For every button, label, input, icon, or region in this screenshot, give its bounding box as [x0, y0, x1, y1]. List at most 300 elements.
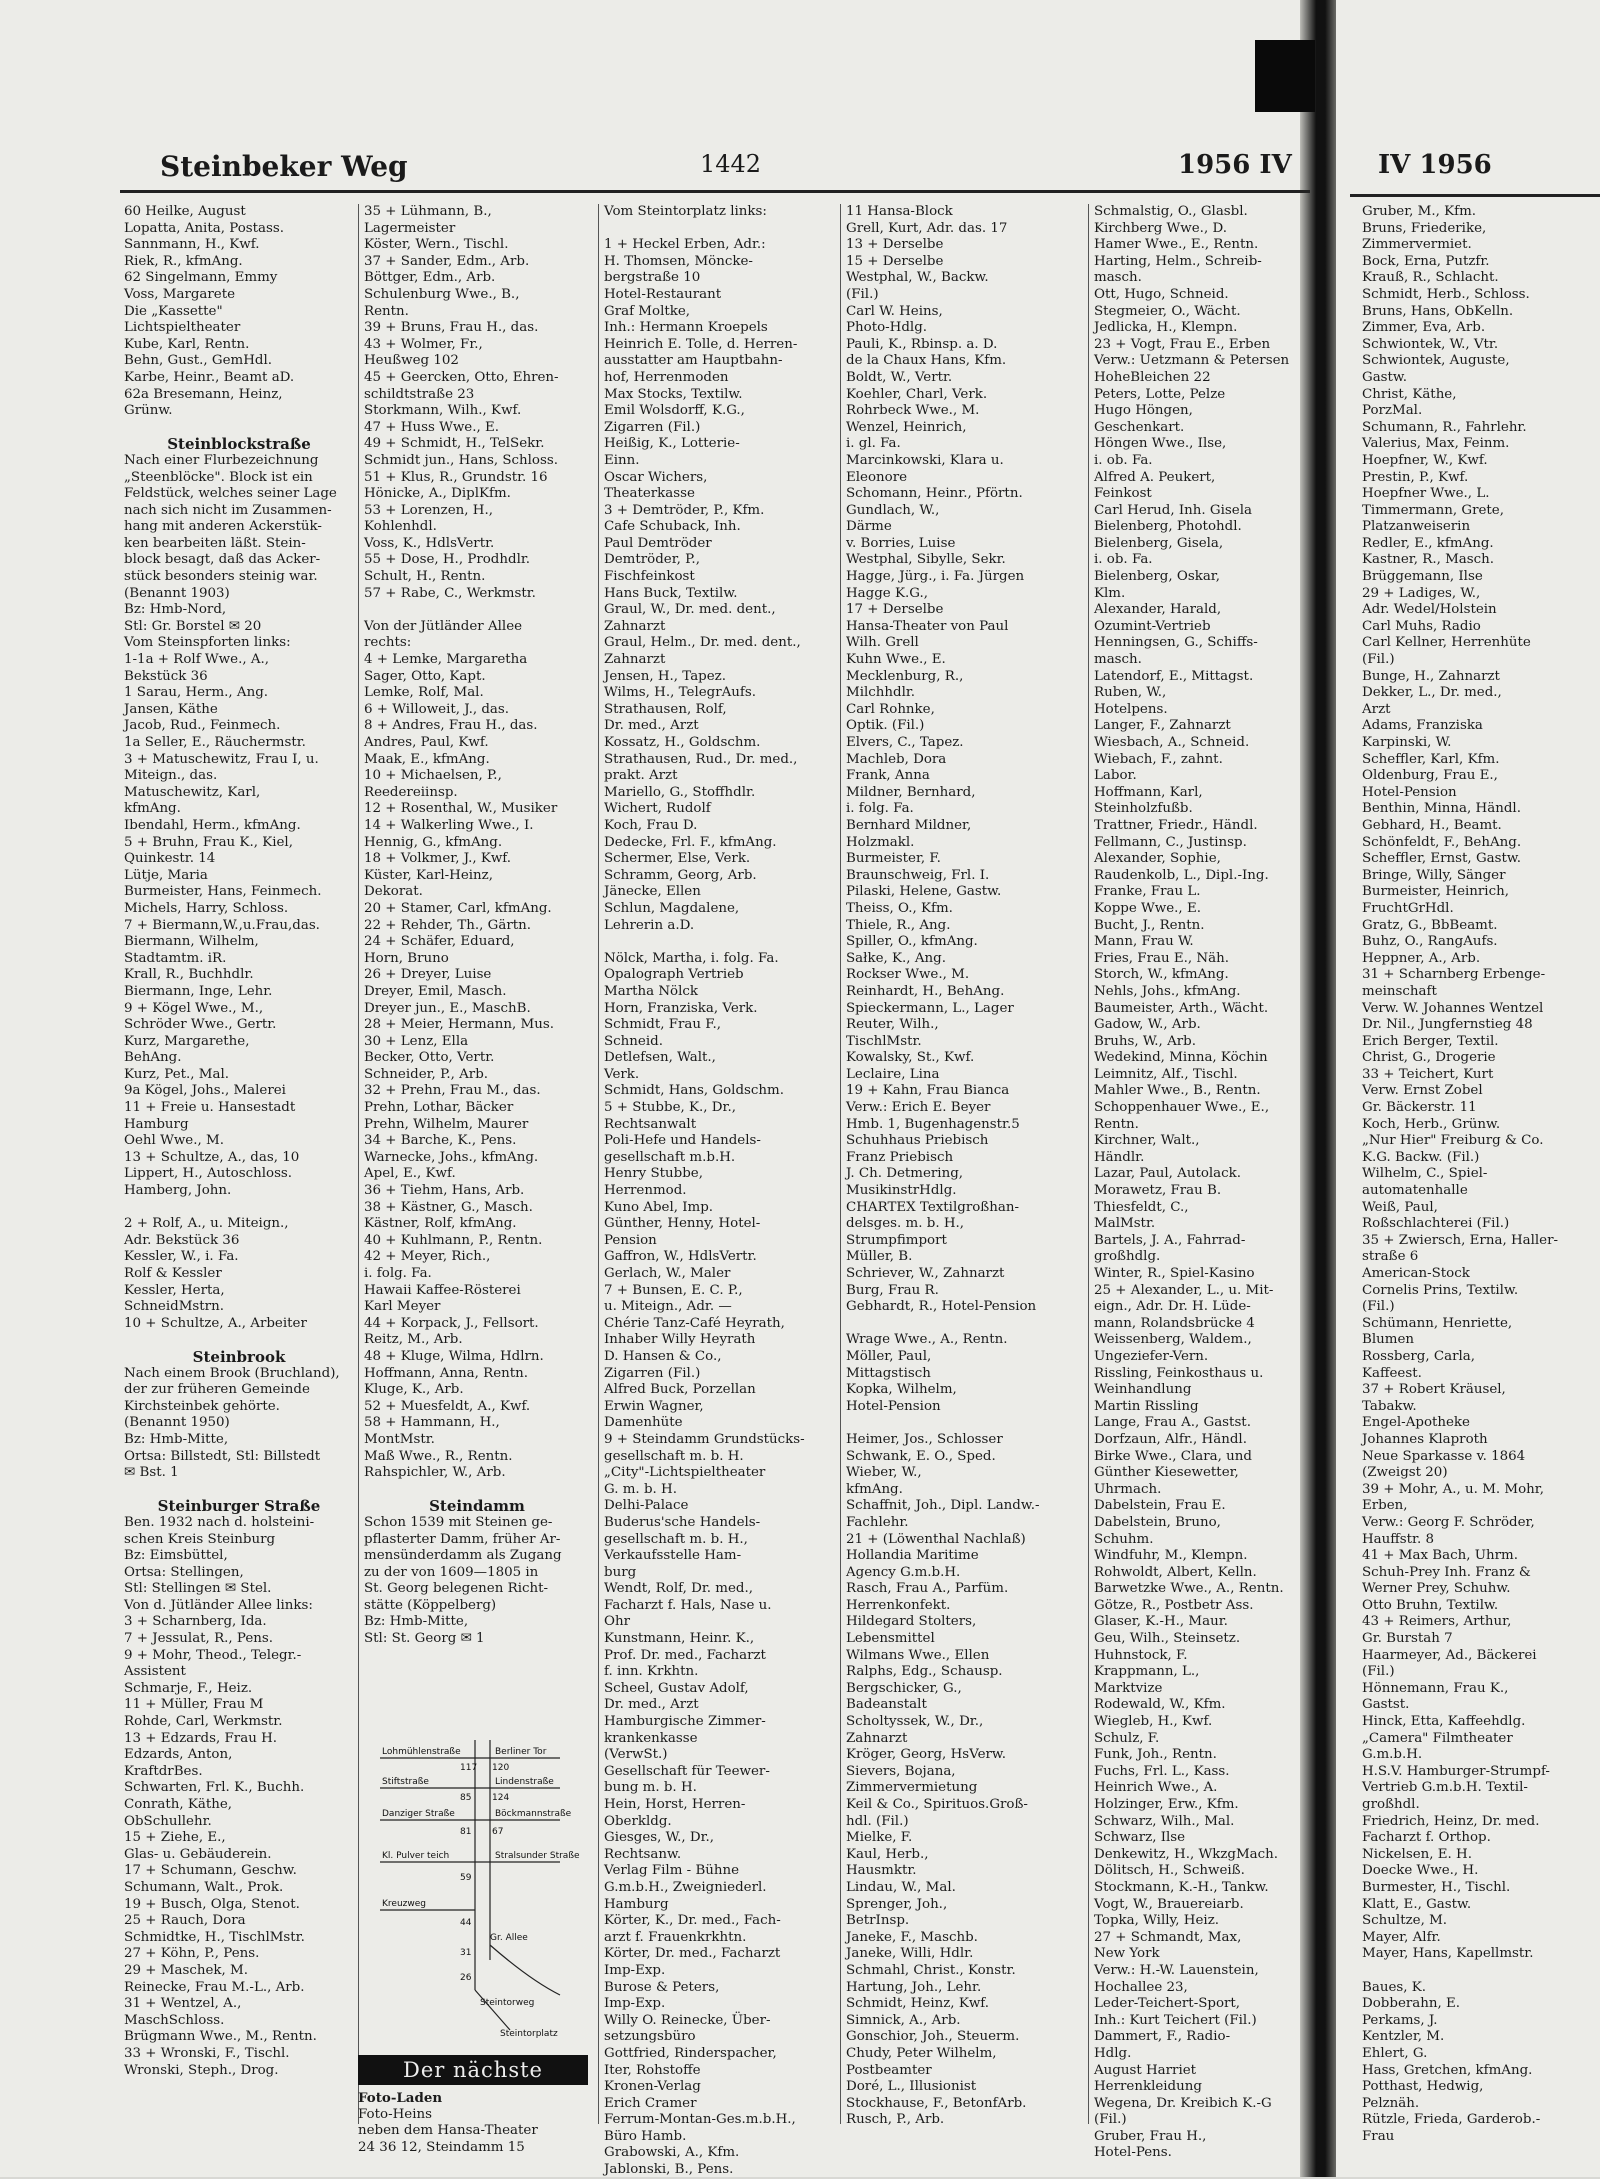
directory-line: 10 + Michaelsen, P.,: [364, 768, 502, 784]
directory-line: Eleonore: [846, 469, 908, 485]
directory-line: Frank, Anna: [846, 768, 930, 784]
directory-line: Lichtspieltheater: [124, 320, 241, 336]
directory-line: Inh.: Kurt Teichert (Fil.): [1094, 2012, 1257, 2028]
directory-line: Baumeister, Arth., Wächt.: [1094, 1000, 1269, 1016]
directory-line: Bielenberg, Gisela,: [1094, 535, 1224, 551]
directory-line: PorzMal.: [1362, 403, 1423, 419]
directory-line: 20 + Stamer, Carl, kfmAng.: [364, 900, 552, 916]
directory-line: Johannes Klaproth: [1362, 1431, 1488, 1447]
map-house-number: 117: [460, 1763, 478, 1773]
directory-line: 1 Sarau, Herm., Ang.: [124, 685, 269, 701]
map-house-number: 44: [460, 1918, 472, 1928]
directory-line: Pilaski, Helene, Gastw.: [846, 884, 1002, 900]
directory-line: Peters, Lotte, Pelze: [1094, 386, 1226, 402]
directory-line: Ortsa: Billstedt, Stl: Billstedt: [124, 1448, 321, 1464]
directory-line: 49 + Schmidt, H., TelSekr.: [364, 436, 545, 452]
directory-line: Vertrieb G.m.b.H. Textil-: [1362, 1780, 1528, 1796]
directory-line: gesellschaft m.b.H.: [604, 1149, 736, 1165]
directory-line: Kowalsky, St., Kwf.: [846, 1050, 975, 1066]
directory-line: Dr. med., Arzt: [604, 1697, 699, 1713]
directory-line: Kopka, Wilhelm,: [846, 1382, 957, 1398]
directory-line: 3 + Demtröder, P., Kfm.: [604, 502, 765, 518]
directory-line: Hoepfner Wwe., L.: [1362, 486, 1490, 502]
directory-line: Schulenburg Wwe., B.,: [364, 286, 520, 302]
map-house-number: 124: [492, 1793, 510, 1803]
directory-line: [364, 1482, 590, 1499]
directory-line: Carl Kellner, Herrenhüte: [1362, 635, 1531, 651]
directory-line: Schoppenhauer Wwe., E.,: [1094, 1100, 1270, 1116]
directory-line: Thiele, R., Ang.: [846, 917, 951, 933]
directory-line: Inh.: Hermann Kroepels: [604, 320, 768, 336]
directory-line: Huhnstock, F.: [1094, 1647, 1188, 1663]
directory-column-3: [604, 204, 836, 2179]
directory-line: Hass, Gretchen, kfmAng.: [1362, 2062, 1533, 2078]
directory-line: Hoffmann, Anna, Rentn.: [364, 1365, 529, 1381]
directory-line: Bucht, J., Rentn.: [1094, 917, 1205, 933]
directory-line: Bergschicker, G.,: [846, 1680, 962, 1696]
directory-line: Hamburg: [604, 1896, 669, 1912]
directory-line: Potthast, Hedwig,: [1362, 2079, 1484, 2095]
directory-line: Werner Prey, Schuhw.: [1362, 1581, 1511, 1597]
directory-line: Heimer, Jos., Schlosser: [846, 1431, 1003, 1447]
directory-line: Lebensmittel: [846, 1631, 935, 1647]
directory-line: Maak, E., kfmAng.: [364, 751, 490, 767]
directory-line: Facharzt f. Hals, Nase u.: [604, 1597, 772, 1613]
directory-line: G. m. b. H.: [604, 1481, 677, 1497]
map-house-number: 85: [460, 1793, 472, 1803]
directory-line: Jedlicka, H., Klempn.: [1094, 320, 1238, 336]
directory-line: [124, 420, 354, 437]
directory-line: Hamer Wwe., E., Rentn.: [1094, 237, 1259, 253]
directory-line: Schuhhaus Priebisch: [846, 1133, 989, 1149]
directory-line: Karbe, Heinr., Beamt aD.: [124, 369, 295, 385]
directory-line: krankenkasse: [604, 1730, 698, 1746]
directory-line: 5 + Bruhn, Frau K., Kiel,: [124, 834, 293, 850]
directory-line: Gadow, W., Arb.: [1094, 1017, 1201, 1033]
directory-line: Hawaii Kaffee-Rösterei: [364, 1282, 521, 1298]
directory-line: TischlMstr.: [846, 1033, 922, 1049]
directory-line: Pelznäh.: [1362, 2095, 1420, 2111]
directory-line: Windfuhr, M., Klempn.: [1094, 1548, 1248, 1564]
directory-line: Funk, Joh., Rentn.: [1094, 1747, 1217, 1763]
directory-line: 13 + Schultze, A., das, 10: [124, 1149, 300, 1165]
directory-line: 7 + Bunsen, E. C. P.,: [604, 1282, 743, 1298]
directory-line: Demtröder, P.,: [604, 552, 700, 568]
directory-line: Schmidt, Frau F.,: [604, 1017, 722, 1033]
map-street-label: Gr. Allee: [490, 1933, 528, 1943]
directory-line: 29 + Maschek, M.: [124, 1962, 248, 1978]
directory-line: (Zweigst 20): [1362, 1465, 1448, 1481]
directory-line: K.G. Backw. (Fil.): [1362, 1149, 1480, 1165]
directory-line: Krappmann, L.,: [1094, 1664, 1200, 1680]
directory-line: Gr. Burstah 7: [1362, 1631, 1453, 1647]
directory-line: hdl. (Fil.): [846, 1813, 909, 1829]
directory-line: 62 Singelmann, Emmy: [124, 270, 278, 286]
directory-line: eign., Adr. Dr. H. Lüde-: [1094, 1299, 1251, 1315]
directory-line: Jacob, Rud., Feinmech.: [124, 718, 281, 734]
directory-line: Detlefsen, Walt.,: [604, 1050, 716, 1066]
directory-line: nach sich nicht im Zusammen-: [124, 502, 332, 518]
directory-line: Warnecke, Johs., kfmAng.: [364, 1149, 539, 1165]
directory-line: Paul Demtröder: [604, 535, 712, 551]
directory-line: H. Thomsen, Möncke-: [604, 253, 753, 269]
directory-line: Klm.: [1094, 585, 1126, 601]
directory-line: [604, 934, 836, 951]
directory-line: Zigarren (Fil.): [604, 419, 701, 435]
directory-line: Von d. Jütländer Allee links:: [124, 1597, 313, 1613]
directory-line: 7 + Biermann,W.,u.Frau,das.: [124, 917, 320, 933]
directory-line: 28 + Meier, Hermann, Mus.: [364, 1017, 554, 1033]
directory-line: Voss, Margarete: [124, 286, 236, 302]
directory-line: Hotel-Pension: [846, 1398, 941, 1414]
directory-line: Franz Priebisch: [846, 1149, 954, 1165]
directory-line: J. Ch. Detmering,: [846, 1166, 964, 1182]
directory-line: 12 + Rosenthal, W., Musiker: [364, 801, 558, 817]
directory-line: 38 + Kästner, G., Masch.: [364, 1199, 533, 1215]
directory-line: Hamburg: [124, 1116, 189, 1132]
directory-line: 15 + Ziehe, E.,: [124, 1830, 226, 1846]
directory-line: 43 + Reimers, Arthur,: [1362, 1614, 1512, 1630]
directory-line: Kröger, Georg, HsVerw.: [846, 1747, 1007, 1763]
directory-line: Mielke, F.: [846, 1830, 913, 1846]
map-street-label: Böckmannstraße: [495, 1809, 572, 1819]
directory-line: Nölck, Martha, i. folg. Fa.: [604, 950, 779, 966]
directory-line: American-Stock: [1362, 1266, 1470, 1281]
directory-line: Roßschlachterei (Fil.): [1362, 1216, 1510, 1232]
directory-line: 19 + Busch, Olga, Stenot.: [124, 1896, 300, 1912]
directory-line: 23 + Vogt, Frau E., Erben: [1094, 336, 1271, 352]
directory-line: Koch, Herb., Grünw.: [1362, 1116, 1501, 1132]
directory-line: (Fil.): [1362, 652, 1395, 668]
directory-line: Rossberg, Carla,: [1362, 1348, 1476, 1364]
directory-line: kfmAng.: [124, 801, 181, 817]
directory-line: Erich Cramer: [604, 2095, 697, 2111]
directory-line: Winter, R., Spiel-Kasino: [1094, 1266, 1255, 1281]
directory-line: Doecke Wwe., H.: [1362, 1863, 1479, 1879]
directory-line: Prehn, Wilhelm, Maurer: [364, 1116, 529, 1132]
directory-line: Ott, Hugo, Schneid.: [1094, 286, 1229, 302]
street-heading: Steinblockstraße: [167, 435, 311, 454]
directory-line: Weinhandlung: [1094, 1382, 1192, 1398]
directory-line: Alfred Buck, Porzellan: [604, 1382, 756, 1398]
directory-line: G.m.b.H.: [1362, 1747, 1423, 1763]
directory-line: Storkmann, Wilh., Kwf.: [364, 403, 522, 419]
directory-line: KraftdrBes.: [124, 1763, 203, 1779]
directory-line: Rolf & Kessler: [124, 1266, 222, 1281]
directory-line: 11 Hansa-Block: [846, 204, 953, 219]
directory-line: Wichert, Rudolf: [604, 801, 711, 817]
directory-line: Spiller, O., kfmAng.: [846, 934, 978, 950]
directory-line: Zimmer, Eva, Arb.: [1362, 320, 1486, 336]
directory-line: Bernhard Mildner,: [846, 817, 972, 833]
directory-line: Nach einer Flurbezeichnung: [124, 452, 319, 468]
directory-line: Frau: [1362, 2128, 1395, 2144]
directory-line: Kuno Abel, Imp.: [604, 1199, 714, 1215]
directory-line: Dabelstein, Frau E.: [1094, 1498, 1226, 1514]
directory-line: Dekker, L., Dr. med.,: [1362, 685, 1502, 701]
directory-line: 32 + Prehn, Frau M., das.: [364, 1083, 541, 1099]
directory-line: Mildner, Bernhard,: [846, 784, 976, 800]
directory-line: schen Kreis Steinburg: [124, 1531, 276, 1547]
directory-line: 7 + Jessulat, R., Pens.: [124, 1631, 274, 1647]
directory-line: Hönnemann, Frau K.,: [1362, 1680, 1509, 1696]
directory-line: Schmidt, Heinz, Kwf.: [846, 1996, 990, 2012]
directory-line: Burmeister, Hans, Feinmech.: [124, 884, 322, 900]
directory-line: Ungeziefer-Vern.: [1094, 1348, 1209, 1364]
directory-line: Glas- u. Gebäuderein.: [124, 1846, 272, 1862]
directory-line: Gundlach, W.,: [846, 502, 940, 518]
directory-line: (Fil.): [1362, 1299, 1395, 1315]
directory-line: rechts:: [364, 635, 412, 651]
directory-line: Zimmervermiet.: [1362, 237, 1472, 253]
directory-line: MaschSchloss.: [124, 2012, 225, 2028]
directory-line: Benthin, Minna, Händl.: [1362, 801, 1521, 817]
directory-line: Carl Herud, Inh. Gisela: [1094, 502, 1252, 518]
directory-line: Cafe Schuback, Inh.: [604, 519, 741, 535]
directory-line: Prehn, Lothar, Bäcker: [364, 1100, 514, 1116]
directory-line: Neue Sparkasse v. 1864: [1362, 1448, 1526, 1464]
directory-line: Verw. Ernst Zobel: [1362, 1083, 1483, 1099]
directory-line: 26 + Dreyer, Luise: [364, 967, 492, 983]
directory-line: Gastst.: [1362, 1697, 1410, 1713]
directory-line: Bz: Hmb-Mitte,: [124, 1431, 229, 1447]
directory-line: Jensen, H., Tapez.: [604, 668, 726, 684]
directory-line: Langer, F., Zahnarzt: [1094, 718, 1231, 734]
directory-line: Grell, Kurt, Adr. das. 17: [846, 220, 1008, 236]
directory-line: Bz: Hmb-Nord,: [124, 602, 227, 618]
directory-line: Holzinger, Erw., Kfm.: [1094, 1797, 1239, 1812]
directory-line: block besagt, daß das Acker-: [124, 552, 321, 568]
directory-line: Reitz, M., Arb.: [364, 1332, 463, 1348]
map-street-label: Steintorplatz: [500, 2029, 558, 2039]
directory-line: Dreyer, Emil, Masch.: [364, 983, 507, 999]
directory-line: Engel-Apotheke: [1362, 1415, 1470, 1431]
directory-line: Buderus'sche Handels-: [604, 1514, 761, 1530]
directory-line: Herrenmod.: [604, 1183, 687, 1199]
directory-column-5: [1094, 204, 1300, 2162]
directory-line: Bunge, H., Zahnarzt: [1362, 668, 1500, 684]
directory-line: prakt. Arzt: [604, 768, 678, 784]
directory-column-1: [124, 204, 354, 2079]
directory-line: Doré, L., Illusionist: [846, 2079, 977, 2095]
directory-line: Erich Berger, Textil.: [1362, 1033, 1499, 1049]
directory-line: Ehlert, G.: [1362, 2045, 1428, 2061]
directory-line: Rissling, Feinkosthaus u.: [1094, 1365, 1264, 1381]
directory-line: Reedereiinsp.: [364, 784, 458, 800]
map-street-label: Kl. Pulver teich: [382, 1851, 450, 1861]
directory-line: Theiss, O., Kfm.: [846, 900, 953, 916]
directory-line: [846, 1415, 1080, 1432]
directory-line: stätte (Köppelberg): [364, 1597, 497, 1613]
directory-line: 13 + Edzards, Frau H.: [124, 1730, 278, 1746]
directory-line: Dedecke, Frl. F., kfmAng.: [604, 834, 777, 850]
directory-line: Buhz, O., RangAufs.: [1362, 934, 1498, 950]
directory-line: Martha Nölck: [604, 983, 699, 999]
directory-line: Ortsa: Stellingen,: [124, 1564, 244, 1580]
ad-line: neben dem Hansa-Theater: [358, 2123, 538, 2139]
directory-line: Nickelsen, E. H.: [1362, 1846, 1472, 1862]
directory-line: Scheffler, Karl, Kfm.: [1362, 751, 1500, 767]
directory-line: Pauli, K., Rbinsp. a. D.: [846, 336, 998, 352]
directory-line: Mahler Wwe., B., Rentn.: [1094, 1083, 1261, 1099]
directory-line: 19 + Kahn, Frau Bianca: [846, 1083, 1010, 1099]
directory-line: Grünw.: [124, 403, 173, 419]
map-street-label: Lindenstraße: [495, 1777, 554, 1787]
directory-line: Willy O. Reinecke, Über-: [604, 2012, 771, 2028]
directory-line: Wedekind, Minna, Köchin: [1094, 1050, 1268, 1066]
directory-line: Stockmann, K.-H., Tankw.: [1094, 1879, 1269, 1895]
directory-line: Machleb, Dora: [846, 751, 947, 767]
directory-line: masch.: [1094, 270, 1142, 286]
directory-line: Damenhüte: [604, 1415, 683, 1431]
directory-line: Arzt: [1362, 701, 1391, 717]
directory-line: Morawetz, Frau B.: [1094, 1183, 1222, 1199]
directory-line: pflasterter Damm, früher Ar-: [364, 1531, 561, 1547]
directory-line: Hdlg.: [1094, 2045, 1132, 2061]
directory-line: Facharzt f. Orthop.: [1362, 1830, 1491, 1846]
directory-line: 25 + Alexander, L., u. Mit-: [1094, 1282, 1274, 1298]
directory-line: Steinholzfußb.: [1094, 801, 1193, 817]
directory-line: Kessler, Herta,: [124, 1282, 225, 1298]
directory-line: „City"-Lichtspieltheater: [604, 1465, 766, 1481]
directory-line: Mayer, Hans, Kapellmstr.: [1362, 1946, 1534, 1962]
directory-line: 43 + Wolmer, Fr.,: [364, 336, 483, 352]
directory-line: hof, Herrenmoden: [604, 369, 729, 385]
directory-line: automatenhalle: [1362, 1183, 1468, 1199]
directory-line: Iter, Rohstoffe: [604, 2062, 701, 2078]
header-rule-right: [1350, 194, 1600, 197]
directory-line: [846, 1316, 1080, 1333]
directory-line: 15 + Derselbe: [846, 253, 944, 269]
directory-line: Verw.: H.-W. Lauenstein,: [1094, 1962, 1259, 1978]
directory-line: Lazar, Paul, Autolack.: [1094, 1166, 1242, 1182]
directory-line: 1-1a + Rolf Wwe., A.,: [124, 652, 270, 668]
directory-line: „Steenblöcke". Block ist ein: [124, 469, 313, 485]
running-head-street: Steinbeker Weg: [160, 150, 408, 183]
directory-line: Koppe Wwe., E.: [1094, 900, 1201, 916]
directory-line: 1a Seller, E., Räuchermstr.: [124, 735, 306, 750]
directory-line: Schmarje, F., Heiz.: [124, 1680, 253, 1696]
directory-line: Mayer, Alfr.: [1362, 1929, 1441, 1945]
directory-line: 42 + Meyer, Rich.,: [364, 1249, 491, 1265]
directory-line: v. Borries, Luise: [846, 535, 956, 551]
ad-banner: Der nächste: [358, 2055, 588, 2085]
directory-line: i. folg. Fa.: [846, 801, 914, 817]
directory-line: Rohde, Carl, Werkmstr.: [124, 1714, 283, 1730]
directory-line: 53 + Lorenzen, H.,: [364, 502, 493, 518]
directory-line: Riek, R., kfmAng.: [124, 253, 243, 269]
map-street-label: Kreuzweg: [382, 1899, 426, 1909]
directory-line: Graf Moltke,: [604, 303, 691, 319]
map-house-number: 26: [460, 1973, 472, 1983]
directory-line: Raudenkolb, L., Dipl.-Ing.: [1094, 867, 1269, 883]
directory-line: Schultze, M.: [1362, 1913, 1448, 1929]
column-divider: [358, 204, 359, 2124]
directory-line: Timmermann, Grete,: [1362, 502, 1504, 518]
directory-line: Jänecke, Ellen: [604, 884, 701, 900]
directory-line: Stegmeier, O., Wächt.: [1094, 303, 1241, 319]
directory-line: i. ob. Fa.: [1094, 452, 1153, 468]
directory-line: Ohr: [604, 1614, 631, 1630]
directory-line: Assistent: [124, 1664, 186, 1680]
map-street-label: Lohmühlenstraße: [382, 1747, 461, 1757]
directory-line: 22 + Rehder, Th., Gärtn.: [364, 917, 532, 933]
directory-line: Schwarz, Ilse: [1094, 1830, 1186, 1846]
directory-line: Schwank, E. O., Sped.: [846, 1448, 996, 1464]
directory-line: Adr. Wedel/Holstein: [1362, 602, 1497, 618]
directory-line: Carl Muhs, Radio: [1362, 618, 1481, 634]
directory-line: Gesellschaft für Teewer-: [604, 1763, 770, 1779]
directory-line: delsges. m. b. H.,: [846, 1216, 965, 1232]
directory-line: Verw. W. Johannes Wentzel: [1362, 1000, 1544, 1016]
directory-line: Otto Bruhn, Textilw.: [1362, 1597, 1499, 1613]
directory-line: Schuhm.: [1094, 1531, 1154, 1547]
directory-line: Becker, Otto, Vertr.: [364, 1050, 495, 1066]
directory-line: Bz: Hmb-Mitte,: [364, 1614, 469, 1630]
directory-line: kfmAng.: [846, 1481, 903, 1497]
directory-column-6: [1362, 204, 1600, 2145]
directory-line: Mariello, G., Stoffhdlr.: [604, 784, 756, 800]
directory-line: Dr. Nil., Jungfernstieg 48: [1362, 1017, 1533, 1033]
directory-line: Von der Jütländer Allee: [364, 618, 523, 634]
directory-line: Bock, Erna, Putzfr.: [1362, 253, 1490, 269]
directory-line: Valerius, Max, Feinm.: [1362, 436, 1510, 452]
directory-line: Hildegard Stolters,: [846, 1614, 977, 1630]
directory-line: burg: [604, 1564, 637, 1580]
directory-column-2: [364, 204, 590, 1734]
directory-line: 31 + Scharnberg Erbenge-: [1362, 967, 1546, 983]
directory-line: Kohlenhdl.: [364, 519, 437, 535]
directory-line: Böttger, Edm., Arb.: [364, 270, 496, 286]
directory-line: Brügmann Wwe., M., Rentn.: [124, 2029, 317, 2045]
directory-line: Schmidt, Hans, Goldschm.: [604, 1083, 784, 1099]
directory-line: Labor.: [1094, 768, 1137, 784]
directory-line: Hein, Horst, Herren-: [604, 1797, 746, 1812]
directory-line: 33 + Wronski, F., Tischl.: [124, 2045, 290, 2061]
directory-line: D. Hansen & Co.,: [604, 1348, 722, 1364]
directory-line: Burmeister, Heinrich,: [1362, 884, 1509, 900]
directory-line: Bielenberg, Oskar,: [1094, 569, 1220, 585]
directory-line: Koehler, Charl, Verk.: [846, 386, 988, 402]
directory-line: Wilmans Wwe., Ellen: [846, 1647, 990, 1663]
directory-line: Mann, Frau W.: [1094, 934, 1194, 950]
directory-line: großhdlg.: [1094, 1249, 1161, 1265]
directory-line: Trattner, Friedr., Händl.: [1094, 817, 1258, 833]
column-divider: [840, 204, 841, 2124]
directory-line: Geu, Wilh., Steinsetz.: [1094, 1631, 1241, 1647]
directory-line: Burose & Peters,: [604, 1979, 720, 1995]
directory-line: Kastner, R., Masch.: [1362, 552, 1495, 568]
directory-line: Zahnarzt: [604, 652, 666, 668]
directory-line: Kästner, Rolf, kfmAng.: [364, 1216, 517, 1232]
directory-line: Henningsen, G., Schiffs-: [1094, 635, 1258, 651]
directory-line: Lütje, Maria: [124, 867, 208, 883]
directory-line: Kentzler, M.: [1362, 2029, 1445, 2045]
directory-line: Bekstück 36: [124, 668, 208, 684]
directory-line: Scholtyssek, W., Dr.,: [846, 1714, 984, 1730]
directory-line: 3 + Scharnberg, Ida.: [124, 1614, 267, 1630]
directory-line: Dammert, F., Radio-: [1094, 2029, 1231, 2045]
directory-line: 1 + Heckel Erben, Adr.:: [604, 237, 766, 253]
directory-line: Latendorf, E., Mittagst.: [1094, 668, 1254, 684]
directory-line: Imp-Exp.: [604, 1962, 666, 1978]
directory-line: Oehl Wwe., M.: [124, 1133, 224, 1149]
directory-line: Reinecke, Frau M.-L., Arb.: [124, 1979, 305, 1995]
directory-line: mensünderdamm als Zugang: [364, 1548, 562, 1564]
directory-line: Platzanweiserin: [1362, 519, 1471, 535]
directory-line: Max Stocks, Textilw.: [604, 386, 743, 402]
directory-line: Möller, Paul,: [846, 1348, 932, 1364]
